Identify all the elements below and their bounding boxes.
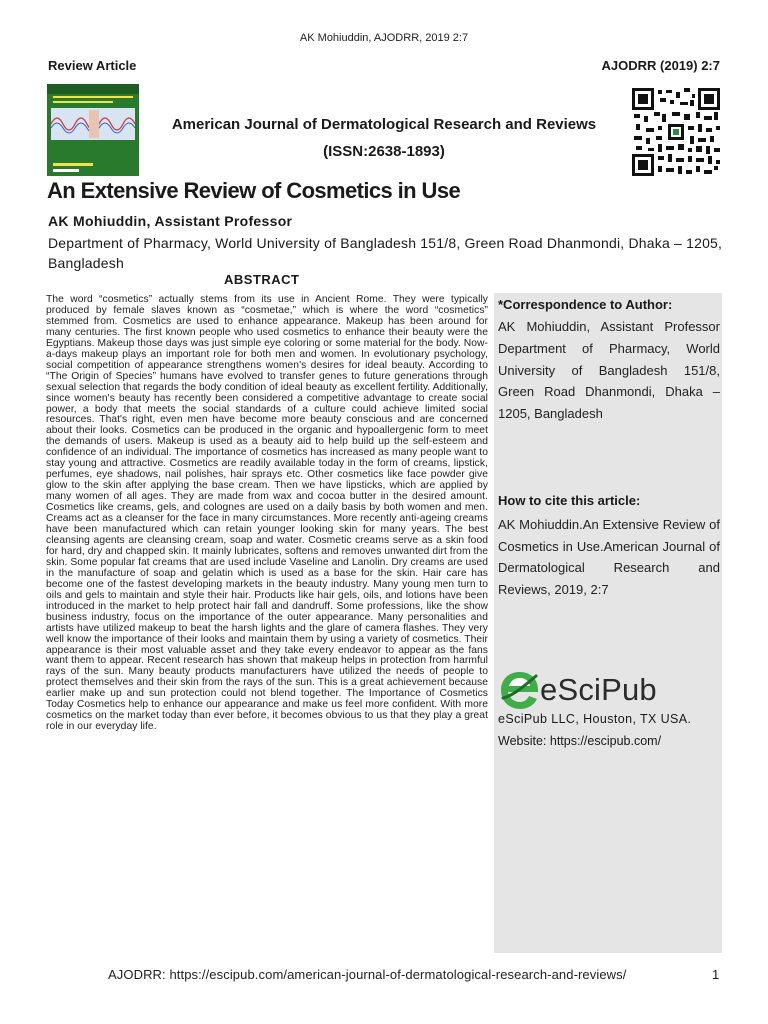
author-affiliation: Department of Pharmacy, World University of Bangladesh 151/8, Green Road Dhanmondi, Dhaka – 1205, Bangladesh (48, 235, 723, 271)
escipub-logo (498, 668, 688, 714)
abstract-heading: ABSTRACT (224, 272, 300, 287)
correspondence-text: AK Mohiuddin, Assistant Professor Department of Pharmacy, World University of Bangladesh 151/8, Green Road Dhanmondi, Dhaka – 1205, Bangladesh (498, 319, 720, 422)
correspondence-heading: *Correspondence to Author: (498, 297, 673, 312)
page-number: 1 (712, 967, 720, 982)
citation-text: AK Mohiuddin.An Extensive Review of Cosmetics in Use.American Journal of Dermatological Research and Reviews, 2019, 2:7 (498, 517, 720, 597)
qr-code-icon (632, 88, 720, 176)
journal-issn: (ISSN:2638-1893) (323, 143, 445, 160)
publisher-website-link[interactable]: Website: https://escipub.com/ (498, 734, 662, 748)
author-name: AK Mohiuddin, Assistant Professor (48, 213, 293, 229)
article-title: An Extensive Review of Cosmetics in Use (47, 178, 461, 203)
publisher-name: eSciPub LLC, Houston, TX USA. (498, 712, 692, 726)
qr-code-graphic (632, 88, 720, 176)
abstract-text: The word “cosmetics” actually stems from its use in Ancient Rome. They were typically produced by female slaves known as “cosmetae,” which is where the word “cosmetics” stemmed from. Cosmetics are used to enhance appearance. Makeup has been around for many centuries. The first known people who used cosmetics to enhance their beauty were the Egyptians. Makeup those days was just simple eye coloring or some material for the body. Now-a-days makeup plays an important role for both men and women. In evolutionary psychology, social competition of appearance strengthens women's desires for ideal beauty. According to “The Origin of Species” humans have evolved to transfer genes to future generations through sexual selection that regards the body condition of ideal beauty as excellent fertility. Additionally, since women's beauty has recently been considered a competitive advantage to create social power, a body that meets the social standards of a culture could achieve limited social resources. That's right, even men have become more beauty conscious and are concerned about their looks. Cosmetics can be produced in the organic and hypoallergenic form to meet the demands of users. Makeup is used as a beauty aid to help build up the self-esteem and confidence of an individual. The importance of cosmetics has increased as many people want to stay young and attractive. Cosmetics are readily available today in the form of creams, lipstick, perfumes, eye shadows, nail polishes, hair sprays etc. Other cosmetics like face powder give glow to the skin after applying the base cream. Then we have lipsticks, which are applied by many women of all ages. They are made from wax and cocoa butter in the desired amount. Cosmetics like creams, gels, and colognes are used on a daily basis by both women and men. Creams act as a cleanser for the face in many circumstances. More recently anti-ageing creams have been manufactured which can retain younger looking skin for many years. The best cleansing agents are cleansing cream, soap and water. Cosmetic creams serve as a skin food for hard, dry and chapped skin. It mainly lubricates, softens and removes unwanted dirt from the skin. Some popular fat creams that are used include Vaseline and Lanolin. Dry creams are used in the manufacture of soap and gelatin which is used as a base for the skin. Hair care has become one of the fastest developing markets in the beauty industry. Many young men turn to oils and gels to maintain and style their hair. Products like hair gels, oils, and lotions have been introduced in the market to help protect hair fall and dandruff. Some professions, like the show business industry, focus on the importance of the outer appearance. Many personalities and artists have utilized makeup to beat the harsh lights and the glare of camera flashes. They very well know the importance of their looks and maintain them by using a variety of cosmetics. Their appearance is their most valuable asset and they take every endeavor to appear as the fans want them to appear. Recent research has shown that makeup helps in protection from harmful rays of the sun. Many beauty products manufacturers have utilized the needs of people to protect themselves and their skin from the rays of the sun. This is a great achievement because earlier make up and sun protection could not blend together. The Importance of Cosmetics Today Cosmetics help to enhance our appearance and make us feel more confident. With more cosmetics on the market today than ever before, it becomes obvious to us that they play a great role in our everyday life. (46, 294, 488, 733)
footer-journal-url[interactable]: AJODRR: https://escipub.com/american-journal-of-dermatological-research-and-reviews/ (108, 967, 627, 982)
article-type-label: Review Article (48, 58, 137, 73)
journal-name: American Journal of Dermatological Research and Reviews (171, 116, 597, 133)
journal-cover-image (47, 84, 139, 176)
running-head: AK Mohiuddin, AJODRR, 2019 2:7 (299, 32, 469, 44)
escipub-leaf-icon (498, 668, 542, 712)
citation-heading: How to cite this article: (498, 493, 641, 508)
escipub-logo-text: eSciPub (540, 672, 657, 707)
journal-reference: AJODRR (2019) 2:7 (601, 58, 720, 73)
